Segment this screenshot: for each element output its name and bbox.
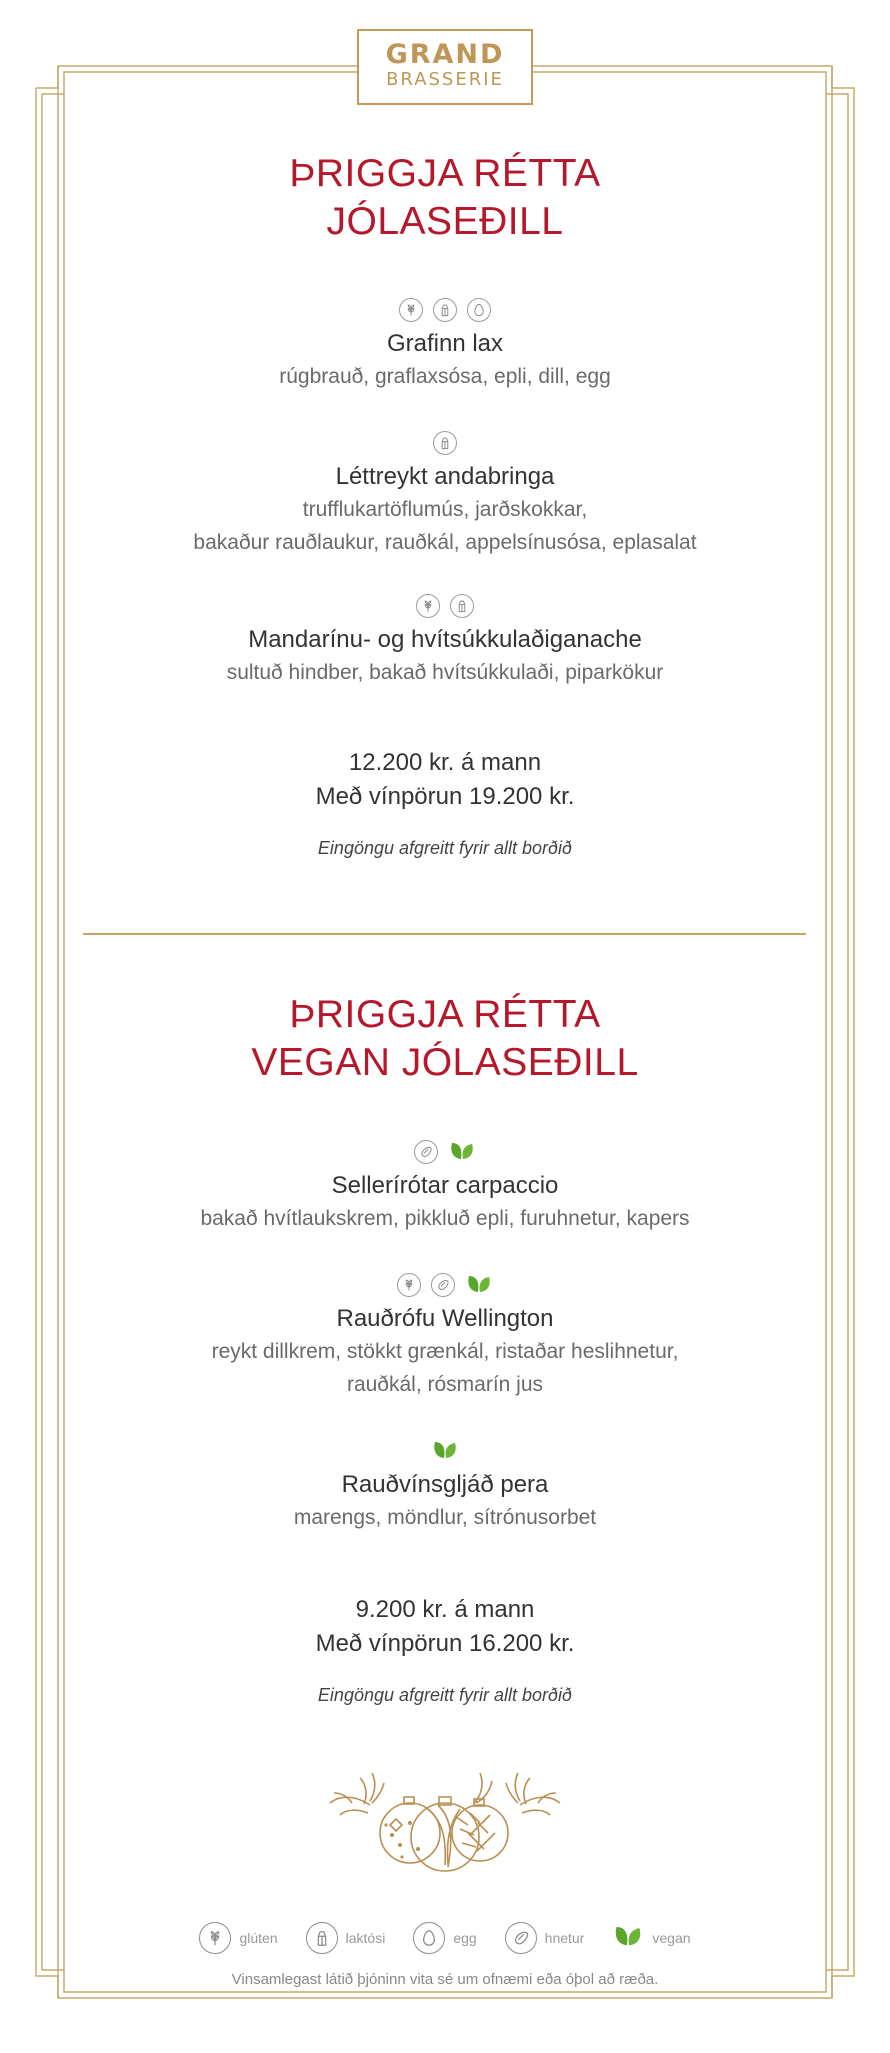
allergen-icons (0, 296, 890, 324)
allergen-icons (0, 429, 890, 457)
course-description-line2: bakaður rauðlaukur, rauðkál, appelsínusósa, eplasalat (193, 531, 697, 554)
course-description-line1: trufflukartöflumús, jarðskokkar, (302, 498, 588, 521)
course-name: Rauðvínsgljáð pera (341, 1471, 549, 1498)
lactose-icon (433, 431, 457, 455)
menu-price-block (0, 746, 890, 860)
gluten-icon (416, 594, 440, 618)
legend-label: egg (453, 1929, 477, 1946)
serving-note: Eingöngu afgreitt fyrir allt borðið (317, 1685, 573, 1705)
legend-item-lactose (306, 1922, 386, 1954)
brand-name-line1: GRAND (385, 39, 505, 70)
menu-title (0, 991, 890, 1087)
brand-name-line2: BRASSERIE (386, 69, 504, 90)
vegan-icon (448, 1138, 476, 1167)
vegan-icon (612, 1921, 644, 1954)
legend-label: laktósi (345, 1929, 386, 1946)
menu-vegan-christmas (0, 991, 890, 1087)
legend-label: vegan (652, 1929, 691, 1946)
section-divider (83, 933, 806, 935)
allergen-icons (0, 592, 890, 620)
allergen-icons (0, 1437, 890, 1465)
course-1 (0, 296, 890, 393)
course-name: Léttreykt andabringa (335, 463, 555, 490)
egg-icon (413, 1922, 445, 1954)
menu-title-line2: JÓLASEÐILL (326, 200, 564, 243)
allergen-icons (0, 1138, 890, 1166)
course-description: marengs, möndlur, sítrónusorbet (293, 1506, 597, 1529)
course-name: Sellerírótar carpaccio (331, 1172, 559, 1199)
course-name: Rauðrófu Wellington (336, 1305, 554, 1332)
allergen-icons (0, 1271, 890, 1299)
course-description: rúgbrauð, graflaxsósa, epli, dill, egg (279, 365, 611, 388)
gluten-icon (399, 298, 423, 322)
christmas-ornament-illustration (320, 1753, 570, 1875)
course-1 (0, 1138, 890, 1235)
lactose-icon (306, 1922, 338, 1954)
course-description-line2: rauðkál, rósmarín jus (346, 1373, 544, 1396)
wine-pairing-price: Með vínpörun 19.200 kr. (315, 783, 575, 810)
nut-icon (414, 1140, 438, 1164)
lactose-icon (433, 298, 457, 322)
legend-item-gluten (199, 1922, 277, 1954)
course-2 (0, 1271, 890, 1401)
gluten-icon (199, 1922, 231, 1954)
course-description: sultuð hindber, bakað hvítsúkkulaði, piparkökur (226, 661, 664, 684)
vegan-icon (431, 1437, 459, 1466)
wine-pairing-price: Með vínpörun 16.200 kr. (315, 1630, 575, 1657)
menu-title-line2: VEGAN JÓLASEÐILL (251, 1041, 639, 1084)
nut-icon (505, 1922, 537, 1954)
menu-price-block (0, 1593, 890, 1707)
allergy-footnote: Vinsamlegast látið þjóninn vita sé um ofnæmi eða óþol að ræða. (231, 1971, 659, 1988)
legend-item-egg (413, 1922, 476, 1954)
price: 9.200 kr. á mann (355, 1596, 535, 1623)
brand-logo (357, 29, 533, 105)
vegan-icon (465, 1271, 493, 1300)
menu-title-line1: ÞRIGGJA RÉTTA (289, 993, 601, 1036)
menu-title (0, 150, 890, 246)
course-description: bakað hvítlaukskrem, pikkluð epli, furuhnetur, kapers (200, 1207, 690, 1230)
gluten-icon (397, 1273, 421, 1297)
nut-icon (431, 1273, 455, 1297)
price: 12.200 kr. á mann (348, 749, 542, 776)
course-name: Mandarínu- og hvítsúkkulaðiganache (248, 626, 642, 653)
serving-note: Eingöngu afgreitt fyrir allt borðið (317, 838, 573, 858)
course-name: Grafinn lax (386, 330, 504, 357)
egg-icon (467, 298, 491, 322)
course-3 (0, 592, 890, 689)
course-2 (0, 429, 890, 559)
legend-item-nuts (505, 1922, 585, 1954)
legend-label: glúten (239, 1929, 278, 1946)
course-3 (0, 1437, 890, 1534)
course-description-line1: reykt dillkrem, stökkt grænkál, ristaðar heslihnetur, (211, 1340, 679, 1363)
lactose-icon (450, 594, 474, 618)
menu-title-line1: ÞRIGGJA RÉTTA (289, 152, 601, 195)
legend-label: hnetur (544, 1929, 585, 1946)
legend-item-vegan (612, 1921, 690, 1954)
allergen-legend (0, 1921, 890, 1954)
menu-christmas (0, 150, 890, 246)
